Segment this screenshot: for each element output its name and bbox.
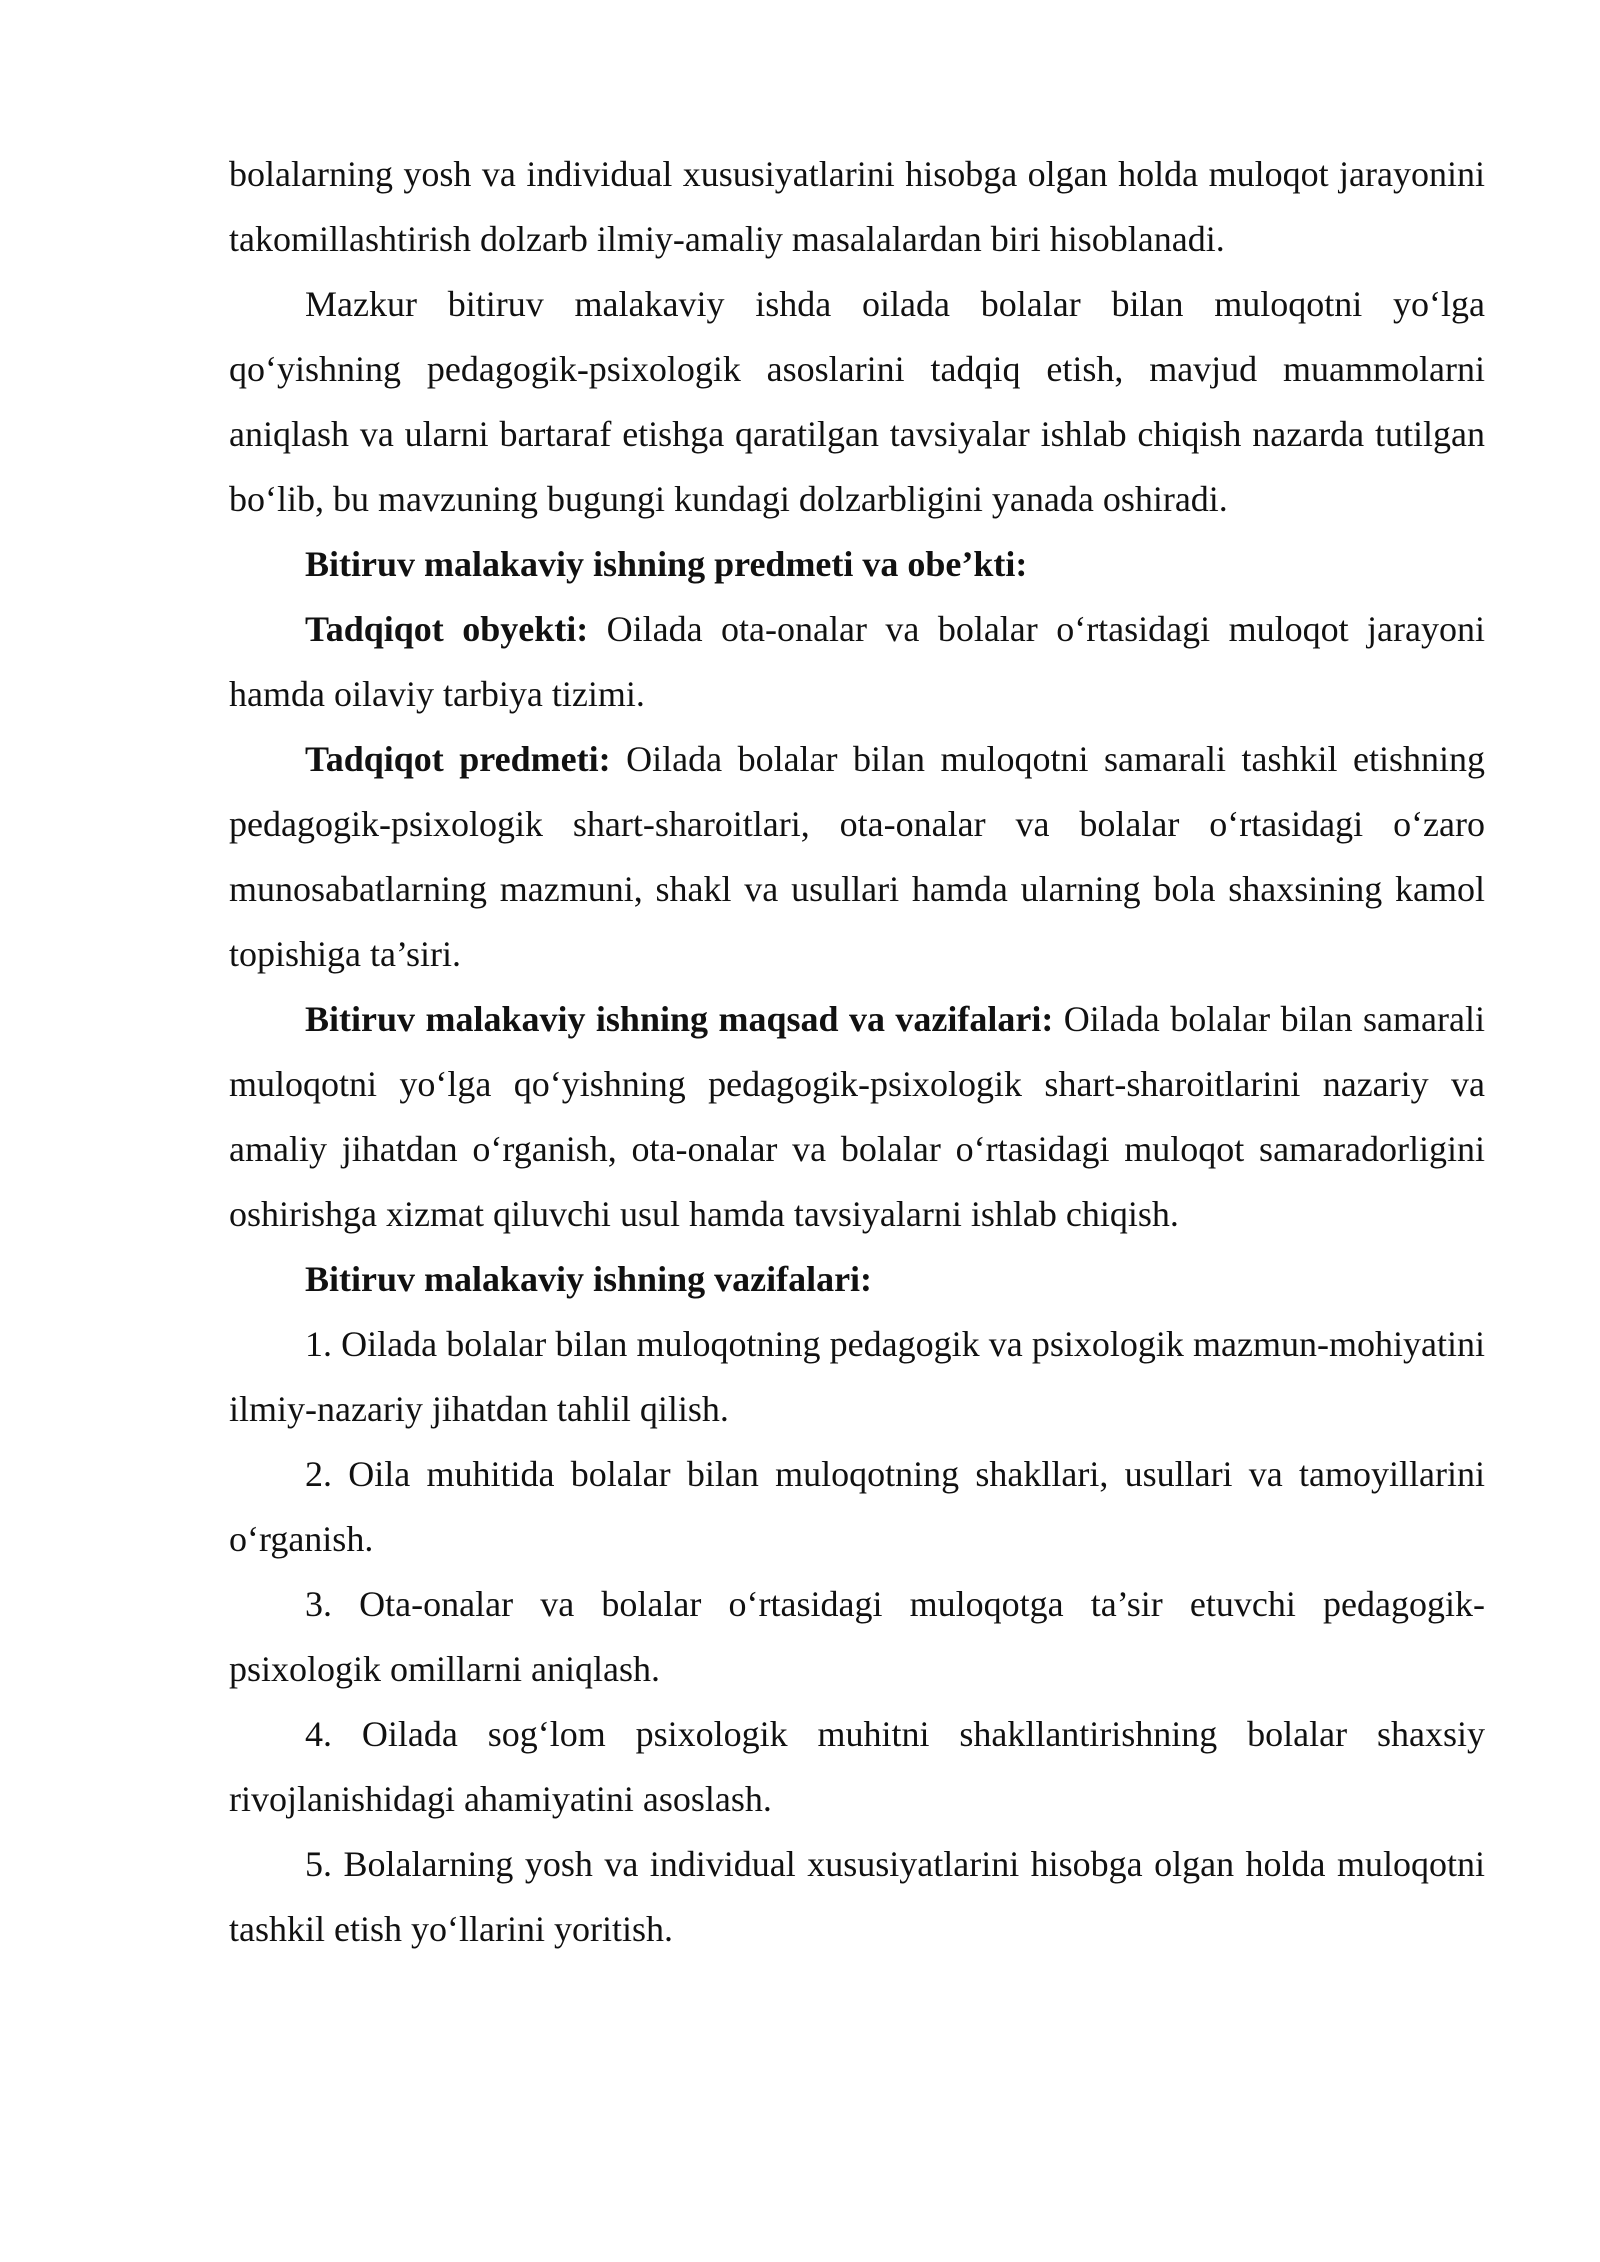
research-object-text: Oilada ota-onalar va bolalar o‘rtasidagi muloqot jarayoni hamda oilaviy tarbiya tizimi. [229,609,1485,714]
paragraph-research-subject [229,727,1485,987]
research-subject-text: Oilada bolalar bilan muloqotni samarali tashkil etishning pedagogik-psixologik shart-sharoitlari, ota-onalar va bolalar o‘rtasidagi o‘zaro munosabatlarning mazmuni, shakl va usullari hamda ularning bola shaxsining kamol topishiga ta’siri. [229,739,1485,974]
paragraph-goal [229,987,1485,1247]
document-body [229,142,1485,1962]
goal-label: Bitiruv malakaviy ishning maqsad va vazifalari: [305,999,1054,1039]
research-object-label: Tadqiqot obyekti: [305,609,589,649]
paragraph-relevance: Mazkur bitiruv malakaviy ishda oilada bolalar bilan muloqotni yo‘lga qo‘yishning pedagogik-psixologik asoslarini tadqiq etish, mavjud muammolarni aniqlash va ularni bartaraf etishga qaratilgan tavsiyalar ishlab chiqish nazarda tutilgan bo‘lib, bu mavzuning bugungi kundagi dolzarbligini yanada oshiradi. [229,284,1485,519]
task-item-4: 4. Oilada sog‘lom psixologik muhitni shakllantirishning bolalar shaxsiy rivojlanishidagi ahamiyatini asoslash. [229,1714,1485,1819]
paragraph-research-object [229,597,1485,727]
paragraph-continuation: bolalarning yosh va individual xususiyatlarini hisobga olgan holda muloqot jarayonini takomillashtirish dolzarb ilmiy-amaliy masalalardan biri hisoblanadi. [229,154,1485,259]
task-item-3: 3. Ota-onalar va bolalar o‘rtasidagi muloqotga ta’sir etuvchi pedagogik-psixologik omillarni aniqlash. [229,1584,1485,1689]
heading-tasks: Bitiruv malakaviy ishning vazifalari: [305,1259,873,1299]
research-subject-label: Tadqiqot predmeti: [305,739,611,779]
heading-subject-object: Bitiruv malakaviy ishning predmeti va obe’kti: [305,544,1028,584]
task-item-2: 2. Oila muhitida bolalar bilan muloqotning shakllari, usullari va tamoyillarini o‘rganish. [229,1454,1485,1559]
task-item-5: 5. Bolalarning yosh va individual xususiyatlarini hisobga olgan holda muloqotni tashkil etish yo‘llarini yoritish. [229,1844,1485,1949]
task-item-1: 1. Oilada bolalar bilan muloqotning pedagogik va psixologik mazmun-mohiyatini ilmiy-nazariy jihatdan tahlil qilish. [229,1324,1485,1429]
goal-text: Oilada bolalar bilan samarali muloqotni yo‘lga qo‘yishning pedagogik-psixologik shart-sharoitlarini nazariy va amaliy jihatdan o‘rganish, ota-onalar va bolalar o‘rtasidagi muloqot samaradorligini oshirishga xizmat qiluvchi usul hamda tavsiyalarni ishlab chiqish. [229,999,1485,1234]
